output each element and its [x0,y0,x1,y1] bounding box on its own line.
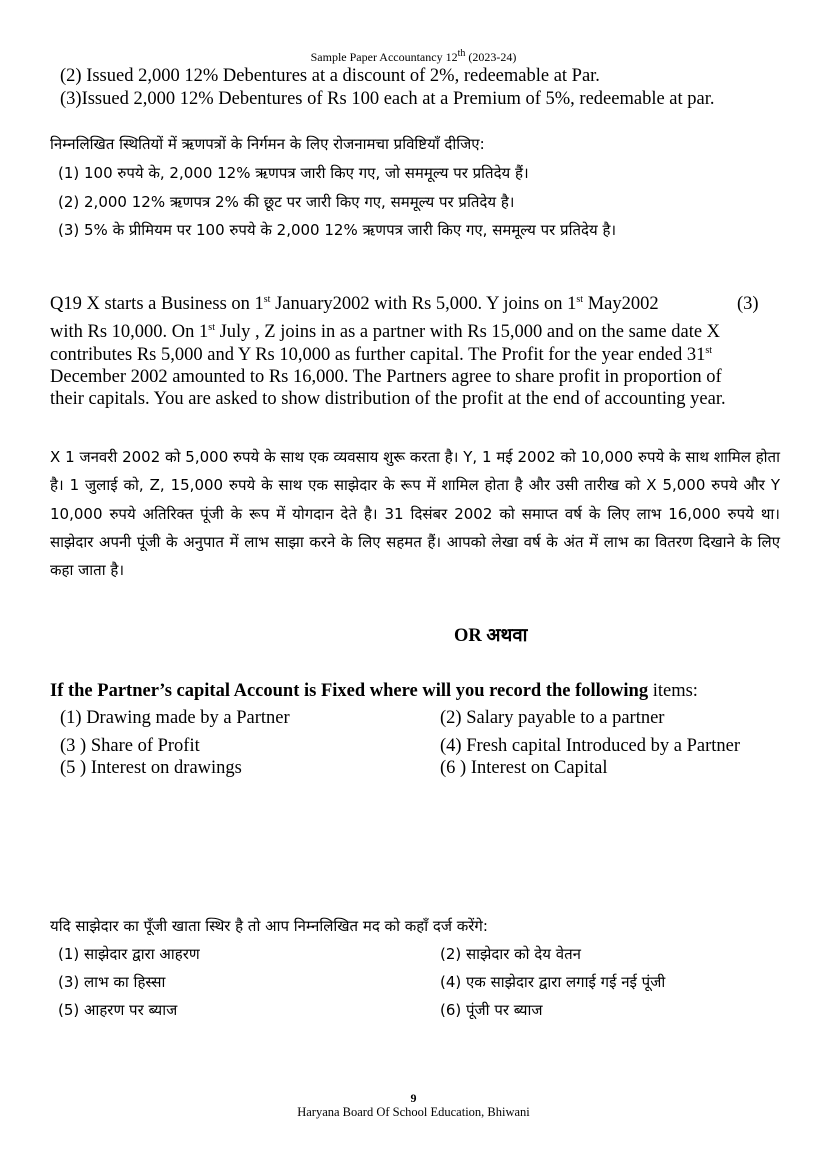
or-hindi-question: यदि साझेदार का पूँजी खाता स्थिर है तो आप निम्नलिखित मद को कहाँ दर्ज करेंगे: [50,917,488,935]
or-question [50,681,698,702]
or-item-3: (3 ) Share of Profit [60,736,200,756]
q19-line-1 [50,294,659,315]
or-separator: OR अथवा [454,626,528,646]
or-item-1: (1) Drawing made by a Partner [60,708,290,728]
q19-hindi-paragraph: X 1 जनवरी 2002 को 5,000 रुपये के साथ एक व्यवसाय शुरू करता है। Y, 1 मई 2002 को 10,000 रुपये के साथ शामिल होता है। 1 जुलाई को, Z, 15,000 रुपये के साथ एक साझेदार के रूप में शामिल होता है और उसी तारीख को X 5,000 रुपये और Y 10,000 रुपये अतिरिक्त पूंजी के रूप में योगदान देते है। 31 दिसंबर 2002 को समाप्त वर्ष के लिए लाभ 16,000 रुपये था। साझेदार अपनी पूंजी के अनुपात में लाभ साझा करने के लिए सहमत हैं। आपको लेखा वर्ष के अंत में लाभ का वितरण दिखाने के लिए कहा जाता है। [50,448,780,580]
q19-text: January2002 with Rs 5,000. Y joins on 1 [270,294,577,314]
q19-text: contributes Rs 5,000 and Y Rs 10,000 as further capital. The Profit for the year ended 31 [50,345,706,365]
header-year: (2023-24) [465,50,517,64]
q19-text: July , Z joins in as a partner with Rs 15,000 and on the same date X [214,322,721,342]
or-item-4: (4) Fresh capital Introduced by a Partner [440,736,741,756]
q19-text: with Rs 10,000. On 1 [50,322,209,342]
or-item-2: (2) Salary payable to a partner [440,708,665,728]
q19-text: May2002 [583,294,659,314]
or-hindi-item-2: (2) साझेदार को देय वेतन [440,945,581,963]
q19-sup: st [705,344,713,356]
or-question-tail: items: [648,681,698,701]
header-title: Sample Paper Accountancy 12 [310,50,458,64]
or-hindi-item-5: (5) आहरण पर ब्याज [58,1001,178,1019]
q19-sup: st [576,293,584,305]
q18-hindi-item-2: (2) 2,000 12% ऋणपत्र 2% की छूट पर जारी किए गए, सममूल्य पर प्रतिदेय है। [58,193,515,211]
or-hindi-item-6: (6) पूंजी पर ब्याज [440,1001,543,1019]
or-hindi-item-3: (3) लाभ का हिस्सा [58,973,166,991]
page-header [0,50,827,65]
q18-item-2: (2) Issued 2,000 12% Debentures at a discount of 2%, redeemable at Par. [60,66,600,86]
or-item-6: (6 ) Interest on Capital [440,758,608,778]
q18-item-3: (3)Issued 2,000 12% Debentures of Rs 100 each at a Premium of 5%, redeemable at par. [60,89,715,109]
q18-hindi-intro: निम्नलिखित स्थितियों में ऋणपत्रों के निर्गमन के लिए रोजनामचा प्रविष्टियाँ दीजिए: [50,135,485,153]
q19-marks: (3) [737,294,759,314]
footer-organization: Haryana Board Of School Education, Bhiwani [297,1105,530,1119]
q19-line-5: their capitals. You are asked to show distribution of the profit at the end of accounting year. [50,389,726,409]
q19-line-4: December 2002 amounted to Rs 16,000. The Partners agree to share profit in proportion of [50,367,722,387]
q19-sup: st [208,321,215,333]
page-number: 9 [410,1091,417,1105]
q19-line-2 [50,322,720,343]
or-hindi-item-1: (1) साझेदार द्वारा आहरण [58,945,200,963]
q18-hindi-item-1: (1) 100 रुपये के, 2,000 12% ऋणपत्र जारी किए गए, जो सममूल्य पर प्रतिदेय हैं। [58,164,529,182]
q19-text: Q19 X starts a Business on 1 [50,294,264,314]
or-hindi-item-4: (4) एक साझेदार द्वारा लगाई गई नई पूंजी [440,973,666,991]
header-sup: th [457,48,466,59]
q18-hindi-item-3: (3) 5% के प्रीमियम पर 100 रुपये के 2,000 12% ऋणपत्र जारी किए गए, सममूल्य पर प्रतिदेय है। [58,221,617,239]
q19-line-3 [50,345,712,366]
or-question-bold: If the Partner’s capital Account is Fixed where will you record the following [50,681,649,701]
or-item-5: (5 ) Interest on drawings [60,758,242,778]
q19-sup: st [263,293,271,305]
